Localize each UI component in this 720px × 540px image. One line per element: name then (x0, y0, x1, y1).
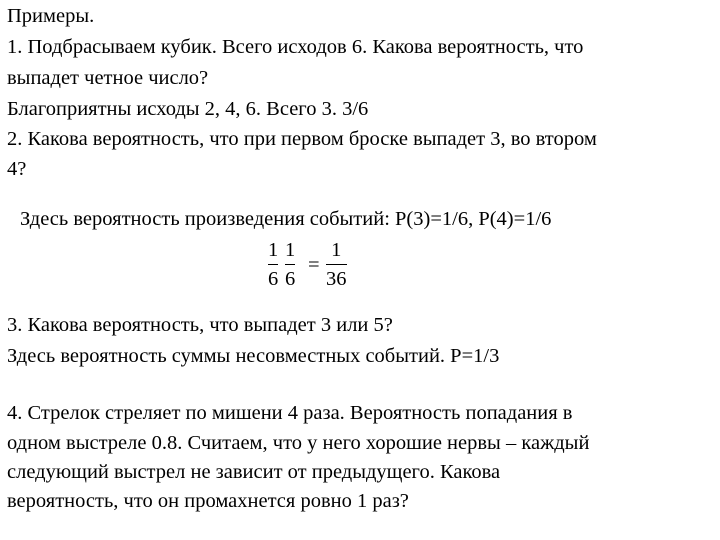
fraction-2 (285, 238, 295, 291)
problem-4-line-3: следующий выстрел не зависит от предыдущего. Какова (7, 461, 501, 483)
problem-1-solution: Благоприятны исходы 2, 4, 6. Всего 3. 3/6 (7, 98, 369, 120)
heading-examples: Примеры. (7, 5, 95, 27)
fraction-1 (268, 238, 278, 291)
equals-sign: = (308, 254, 320, 276)
fraction-1-bar (268, 264, 278, 265)
fraction-3-numerator: 1 (331, 239, 342, 261)
problem-2-explanation: Здесь вероятность произведения событий: P(3)=1/6, P(4)=1/6 (20, 208, 552, 230)
problem-3-line-1: 3. Какова вероятность, что выпадет 3 или 5? (7, 314, 393, 336)
problem-1-line-2: выпадет четное число? (7, 67, 209, 89)
fraction-2-denominator: 6 (285, 268, 296, 290)
problem-2-line-2: 4? (7, 158, 27, 180)
problem-3-line-2: Здесь вероятность суммы несовместных событий. P=1/3 (7, 345, 500, 367)
fraction-2-bar (285, 264, 295, 265)
fraction-3 (326, 238, 347, 291)
fraction-3-bar (326, 264, 347, 265)
fraction-1-numerator: 1 (268, 239, 279, 261)
problem-4-line-4: вероятность, что он промахнется ровно 1 раз? (7, 490, 409, 512)
fraction-2-numerator: 1 (285, 239, 296, 261)
fraction-1-denominator: 6 (268, 268, 279, 290)
problem-4-line-1: 4. Стрелок стреляет по мишени 4 раза. Вероятность попадания в (7, 402, 573, 424)
problem-2-line-1: 2. Какова вероятность, что при первом броске выпадет 3, во втором (7, 128, 597, 150)
problem-4-line-2: одном выстреле 0.8. Считаем, что у него хорошие нервы – каждый (7, 432, 590, 454)
problem-1-line-1: 1. Подбрасываем кубик. Всего исходов 6. Какова вероятность, что (7, 36, 584, 58)
product-formula (268, 238, 358, 294)
fraction-3-denominator: 36 (326, 268, 347, 290)
